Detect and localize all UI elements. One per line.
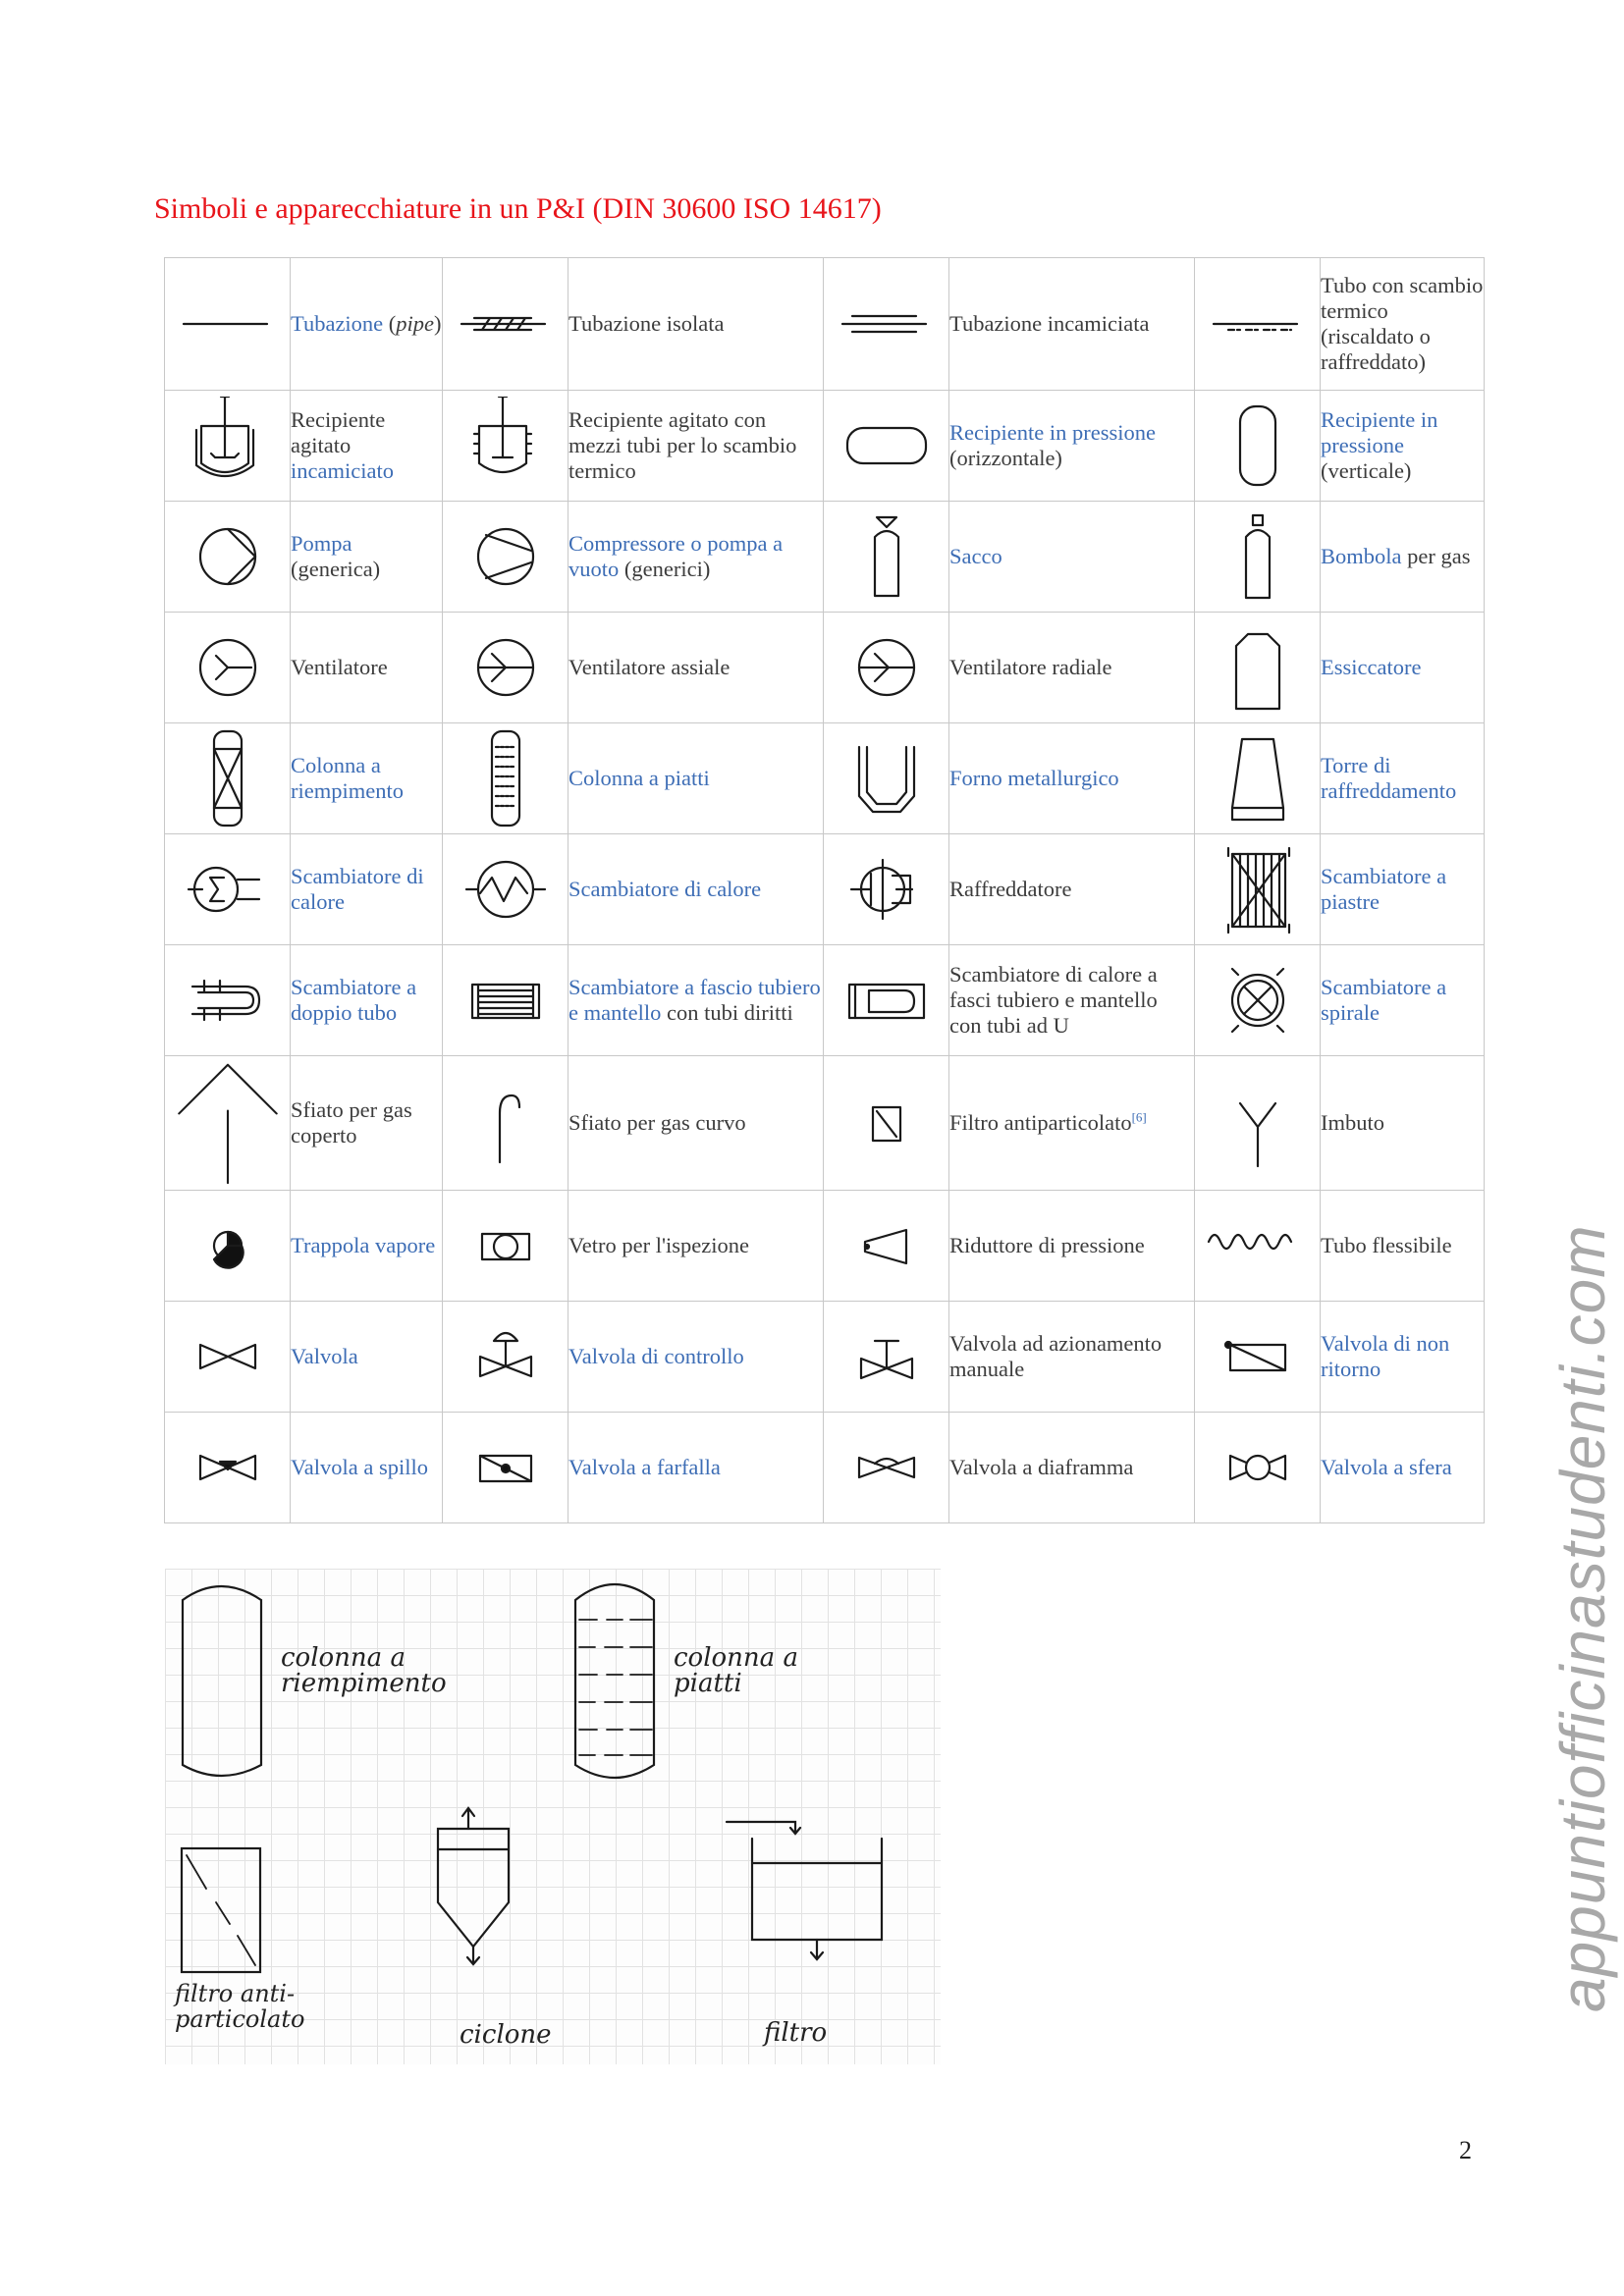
- symbol-cell: [1195, 1056, 1321, 1191]
- symbol-link-text[interactable]: Tubazione: [291, 311, 389, 336]
- symbol-text: ): [434, 311, 442, 336]
- gas-cylinder-icon: [1199, 507, 1317, 606]
- symbol-text: Tubo flessibile: [1321, 1233, 1452, 1257]
- needle-valve-icon: [169, 1418, 287, 1517]
- symbol-label: [1321, 945, 1485, 1056]
- symbol-link-text[interactable]: Valvola di non ritorno: [1321, 1331, 1450, 1381]
- bag-icon: [828, 507, 946, 606]
- furnace-icon: [828, 729, 946, 828]
- heat-exchanger-icon: [169, 840, 287, 938]
- symbol-cell: [443, 1056, 568, 1191]
- symbol-label: [1321, 613, 1485, 723]
- symbol-label: [1321, 502, 1485, 613]
- symbol-label: [568, 258, 824, 391]
- spiral-exchanger-icon: [1199, 951, 1317, 1049]
- symbol-link-text[interactable]: Scambiatore di calore: [568, 877, 762, 901]
- shell-tube-straight-icon: [447, 951, 565, 1049]
- symbol-cell: [1195, 502, 1321, 613]
- symbol-text: Riduttore di pressione: [949, 1233, 1145, 1257]
- symbol-cell: [165, 258, 291, 391]
- symbol-text: Ventilatore radiale: [949, 655, 1112, 679]
- symbol-label: [568, 613, 824, 723]
- symbol-label: [568, 502, 824, 613]
- shell-tube-u-icon: [828, 951, 946, 1049]
- symbol-link-text[interactable]: Pompa: [291, 531, 352, 556]
- symbol-text: (generici): [623, 557, 711, 581]
- vacuum-compressor-icon: [447, 507, 565, 606]
- pressure-reducer-icon: [828, 1197, 946, 1295]
- symbol-link-text[interactable]: Colonna a piatti: [568, 766, 710, 790]
- symbol-text: (generica): [291, 557, 381, 581]
- symbol-label: [291, 1056, 443, 1191]
- axial-fan-icon: [447, 618, 565, 717]
- symbol-label: [291, 502, 443, 613]
- symbol-cell: [1195, 258, 1321, 391]
- sketch-label-cyclone: ciclone: [460, 2020, 552, 2050]
- symbol-label: [568, 1191, 824, 1302]
- symbol-row: [165, 258, 1485, 391]
- symbol-text: Raffreddatore: [949, 877, 1072, 901]
- symbol-cell: [443, 258, 568, 391]
- symbol-cell: [443, 1191, 568, 1302]
- symbol-label: [291, 613, 443, 723]
- insulated-pipe-icon: [447, 275, 565, 373]
- symbol-label: [949, 723, 1195, 834]
- symbol-cell: [824, 945, 949, 1056]
- symbol-label: [949, 1302, 1195, 1413]
- sketch-cyclone: [438, 1808, 509, 1964]
- heat-exchanger-circle-icon: [447, 840, 565, 938]
- symbol-label: [949, 834, 1195, 945]
- symbol-cell: [443, 945, 568, 1056]
- fan-icon: [169, 618, 287, 717]
- symbol-cell: [1195, 723, 1321, 834]
- sketch-filter: [727, 1822, 882, 1959]
- sight-glass-icon: [447, 1197, 565, 1295]
- curved-gas-vent-icon: [447, 1074, 565, 1172]
- symbol-label: [949, 1413, 1195, 1523]
- butterfly-valve-icon: [447, 1418, 565, 1517]
- symbol-text: pipe: [396, 311, 435, 336]
- symbol-link-text[interactable]: Recipiente in pressione: [949, 420, 1156, 445]
- symbol-label: [568, 391, 824, 502]
- sketch-label-filter: filtro: [764, 2018, 828, 2048]
- handwritten-sketches: [165, 1569, 941, 2064]
- sketch-label-tray-column: colonna a piatti: [674, 1643, 798, 1698]
- symbol-cell: [165, 502, 291, 613]
- plate-exchanger-icon: [1199, 840, 1317, 938]
- symbol-cell: [824, 834, 949, 945]
- symbol-text: Imbuto: [1321, 1110, 1384, 1135]
- symbol-cell: [1195, 1191, 1321, 1302]
- symbol-cell: [824, 1302, 949, 1413]
- symbol-text: Scambiatore di calore a fasci tubiero e mantello con tubi ad U: [949, 962, 1158, 1038]
- symbol-cell: [1195, 1413, 1321, 1523]
- symbol-label: [1321, 1302, 1485, 1413]
- symbol-label: [291, 723, 443, 834]
- symbol-label: [568, 1302, 824, 1413]
- symbol-row: [165, 945, 1485, 1056]
- jacketed-pipe-icon: [828, 275, 946, 373]
- symbol-link-text[interactable]: Valvola a sfera: [1321, 1455, 1452, 1479]
- symbol-text: Ventilatore: [291, 655, 388, 679]
- symbol-cell: [165, 391, 291, 502]
- symbol-cell: [443, 1413, 568, 1523]
- jacketed-agitated-vessel-icon: [169, 397, 287, 495]
- symbol-link-text[interactable]: incamiciato: [291, 458, 394, 483]
- dryer-icon: [1199, 618, 1317, 717]
- sketch-tray-column: [575, 1584, 654, 1778]
- symbol-label: [291, 1302, 443, 1413]
- symbol-label: [1321, 258, 1485, 391]
- symbol-label: [949, 502, 1195, 613]
- symbol-cell: [824, 258, 949, 391]
- symbol-row: [165, 1302, 1485, 1413]
- symbol-cell: [1195, 945, 1321, 1056]
- symbol-cell: [824, 391, 949, 502]
- symbol-link-text[interactable]: Trappola vapore: [291, 1233, 436, 1257]
- symbol-table: [164, 257, 1485, 1523]
- symbol-label: [1321, 1056, 1485, 1191]
- symbol-text: Tubo con scambio termico (riscaldato o raffreddato): [1321, 273, 1484, 374]
- symbol-label: [291, 391, 443, 502]
- symbol-link-text[interactable]: Recipiente in pressione: [1321, 407, 1438, 457]
- symbol-row: [165, 834, 1485, 945]
- symbol-cell: [443, 723, 568, 834]
- symbol-text: Filtro antiparticolato: [949, 1110, 1132, 1135]
- page-number: 2: [1459, 2136, 1472, 2164]
- packed-column-icon: [169, 729, 287, 828]
- symbol-row: [165, 391, 1485, 502]
- symbol-link-text[interactable]: Scambiatore di calore: [291, 864, 424, 914]
- symbol-cell: [165, 613, 291, 723]
- symbol-label: [568, 1056, 824, 1191]
- symbol-label: [568, 834, 824, 945]
- symbol-cell: [165, 723, 291, 834]
- symbol-label: [949, 1056, 1195, 1191]
- sketch-label-particulate-filter: filtro anti-particolato: [175, 1980, 305, 2033]
- symbol-label: [1321, 391, 1485, 502]
- symbol-text: con tubi diritti: [666, 1000, 793, 1025]
- particulate-filter-icon: [828, 1074, 946, 1172]
- funnel-icon: [1199, 1074, 1317, 1172]
- symbol-cell: [1195, 1302, 1321, 1413]
- pipe-line-icon: [169, 275, 287, 373]
- symbol-text: Sfiato per gas coperto: [291, 1097, 412, 1148]
- page-title: Simboli e apparecchiature in un P&I (DIN 30600 ISO 14617): [154, 192, 882, 225]
- symbol-cell: [165, 834, 291, 945]
- symbol-text: Tubazione isolata: [568, 311, 725, 336]
- sketch-particulate-filter: [182, 1848, 260, 1972]
- symbol-link-text[interactable]: Scambiatore a piastre: [1321, 864, 1447, 914]
- double-pipe-exchanger-icon: [169, 951, 287, 1049]
- symbol-link-text[interactable]: Compressore o pompa a vuoto: [568, 531, 784, 581]
- symbol-cell: [165, 1413, 291, 1523]
- symbol-label: [568, 945, 824, 1056]
- agitated-vessel-coil-icon: [447, 397, 565, 495]
- symbol-cell: [443, 1302, 568, 1413]
- symbol-cell: [165, 1056, 291, 1191]
- symbol-cell: [1195, 391, 1321, 502]
- symbol-text: Vetro per l'ispezione: [568, 1233, 749, 1257]
- steam-trap-icon: [169, 1197, 287, 1295]
- cooler-icon: [828, 840, 946, 938]
- symbol-text: Sfiato per gas curvo: [568, 1110, 746, 1135]
- tray-column-icon: [447, 729, 565, 828]
- symbol-link-text[interactable]: Essiccatore: [1321, 655, 1422, 679]
- check-valve-icon: [1199, 1308, 1317, 1406]
- watermark: appuntiofficinastudenti.com: [1547, 1224, 1618, 2012]
- symbol-row: [165, 502, 1485, 613]
- symbol-link-text[interactable]: Colonna a riempimento: [291, 753, 404, 803]
- symbol-cell: [165, 1191, 291, 1302]
- diaphragm-valve-icon: [828, 1418, 946, 1517]
- sketch-label-packed-column: colonna a riempimento: [281, 1643, 447, 1698]
- symbol-row: [165, 1191, 1485, 1302]
- symbol-text: Valvola a diaframma: [949, 1455, 1134, 1479]
- horizontal-pressure-vessel-icon: [828, 397, 946, 495]
- symbol-cell: [443, 834, 568, 945]
- symbol-cell: [824, 1413, 949, 1523]
- symbol-link-text[interactable]: Forno metallurgico: [949, 766, 1119, 790]
- pump-icon: [169, 507, 287, 606]
- vertical-pressure-vessel-icon: [1199, 397, 1317, 495]
- symbol-row: [165, 1413, 1485, 1523]
- symbol-cell: [443, 502, 568, 613]
- symbol-cell: [1195, 613, 1321, 723]
- symbol-row: [165, 723, 1485, 834]
- symbol-label: [949, 613, 1195, 723]
- symbol-cell: [443, 391, 568, 502]
- symbol-row: [165, 613, 1485, 723]
- ball-valve-icon: [1199, 1418, 1317, 1517]
- heat-traced-pipe-icon: [1199, 275, 1317, 373]
- symbol-link-text[interactable]: Valvola: [291, 1344, 358, 1368]
- symbol-cell: [443, 613, 568, 723]
- symbol-text: (verticale): [1321, 458, 1412, 483]
- symbol-link-text[interactable]: Scambiatore a fascio tubiero e mantello: [568, 975, 821, 1025]
- symbol-label: [949, 258, 1195, 391]
- symbol-label: [1321, 1413, 1485, 1523]
- symbol-label: [1321, 723, 1485, 834]
- symbol-label: [568, 1413, 824, 1523]
- symbol-text: Tubazione incamiciata: [949, 311, 1150, 336]
- symbol-label: [291, 1413, 443, 1523]
- symbol-cell: [824, 1056, 949, 1191]
- symbol-link-text[interactable]: Bombola: [1321, 544, 1408, 568]
- symbol-label: [291, 834, 443, 945]
- symbol-label: [291, 258, 443, 391]
- symbol-link-text[interactable]: Sacco: [949, 544, 1002, 568]
- control-valve-icon: [447, 1308, 565, 1406]
- symbol-cell: [165, 1302, 291, 1413]
- symbol-link-text[interactable]: Valvola di controllo: [568, 1344, 744, 1368]
- symbol-text: (: [388, 311, 397, 336]
- symbol-link-text[interactable]: [6]: [1131, 1109, 1147, 1125]
- symbol-label: [949, 945, 1195, 1056]
- covered-gas-vent-icon: [169, 1059, 287, 1187]
- symbol-link-text[interactable]: Valvola a farfalla: [568, 1455, 721, 1479]
- symbol-cell: [824, 723, 949, 834]
- symbol-cell: [165, 945, 291, 1056]
- symbol-text: per gas: [1407, 544, 1471, 568]
- radial-fan-icon: [828, 618, 946, 717]
- symbol-link-text[interactable]: Valvola a spillo: [291, 1455, 428, 1479]
- symbol-label: [1321, 834, 1485, 945]
- symbol-text: (orizzontale): [949, 446, 1062, 470]
- valve-icon: [169, 1308, 287, 1406]
- symbol-label: [568, 723, 824, 834]
- symbol-cell: [824, 613, 949, 723]
- symbol-text: Ventilatore assiale: [568, 655, 731, 679]
- cooling-tower-icon: [1199, 729, 1317, 828]
- symbol-label: [949, 391, 1195, 502]
- symbol-label: [949, 1191, 1195, 1302]
- symbol-label: [291, 945, 443, 1056]
- symbol-link-text[interactable]: Scambiatore a doppio tubo: [291, 975, 417, 1025]
- symbol-link-text[interactable]: Scambiatore a spirale: [1321, 975, 1447, 1025]
- symbol-text: Recipiente agitato con mezzi tubi per lo scambio termico: [568, 407, 797, 483]
- symbol-label: [1321, 1191, 1485, 1302]
- symbol-cell: [824, 502, 949, 613]
- symbol-label: [291, 1191, 443, 1302]
- symbol-text: Recipiente agitato: [291, 407, 386, 457]
- symbol-cell: [824, 1191, 949, 1302]
- flexible-hose-icon: [1199, 1197, 1317, 1295]
- symbol-link-text[interactable]: Torre di raffreddamento: [1321, 753, 1457, 803]
- symbol-row: [165, 1056, 1485, 1191]
- manual-valve-icon: [828, 1308, 946, 1406]
- symbol-cell: [1195, 834, 1321, 945]
- sketch-packed-column: [183, 1586, 261, 1776]
- symbol-text: Valvola ad azionamento manuale: [949, 1331, 1163, 1381]
